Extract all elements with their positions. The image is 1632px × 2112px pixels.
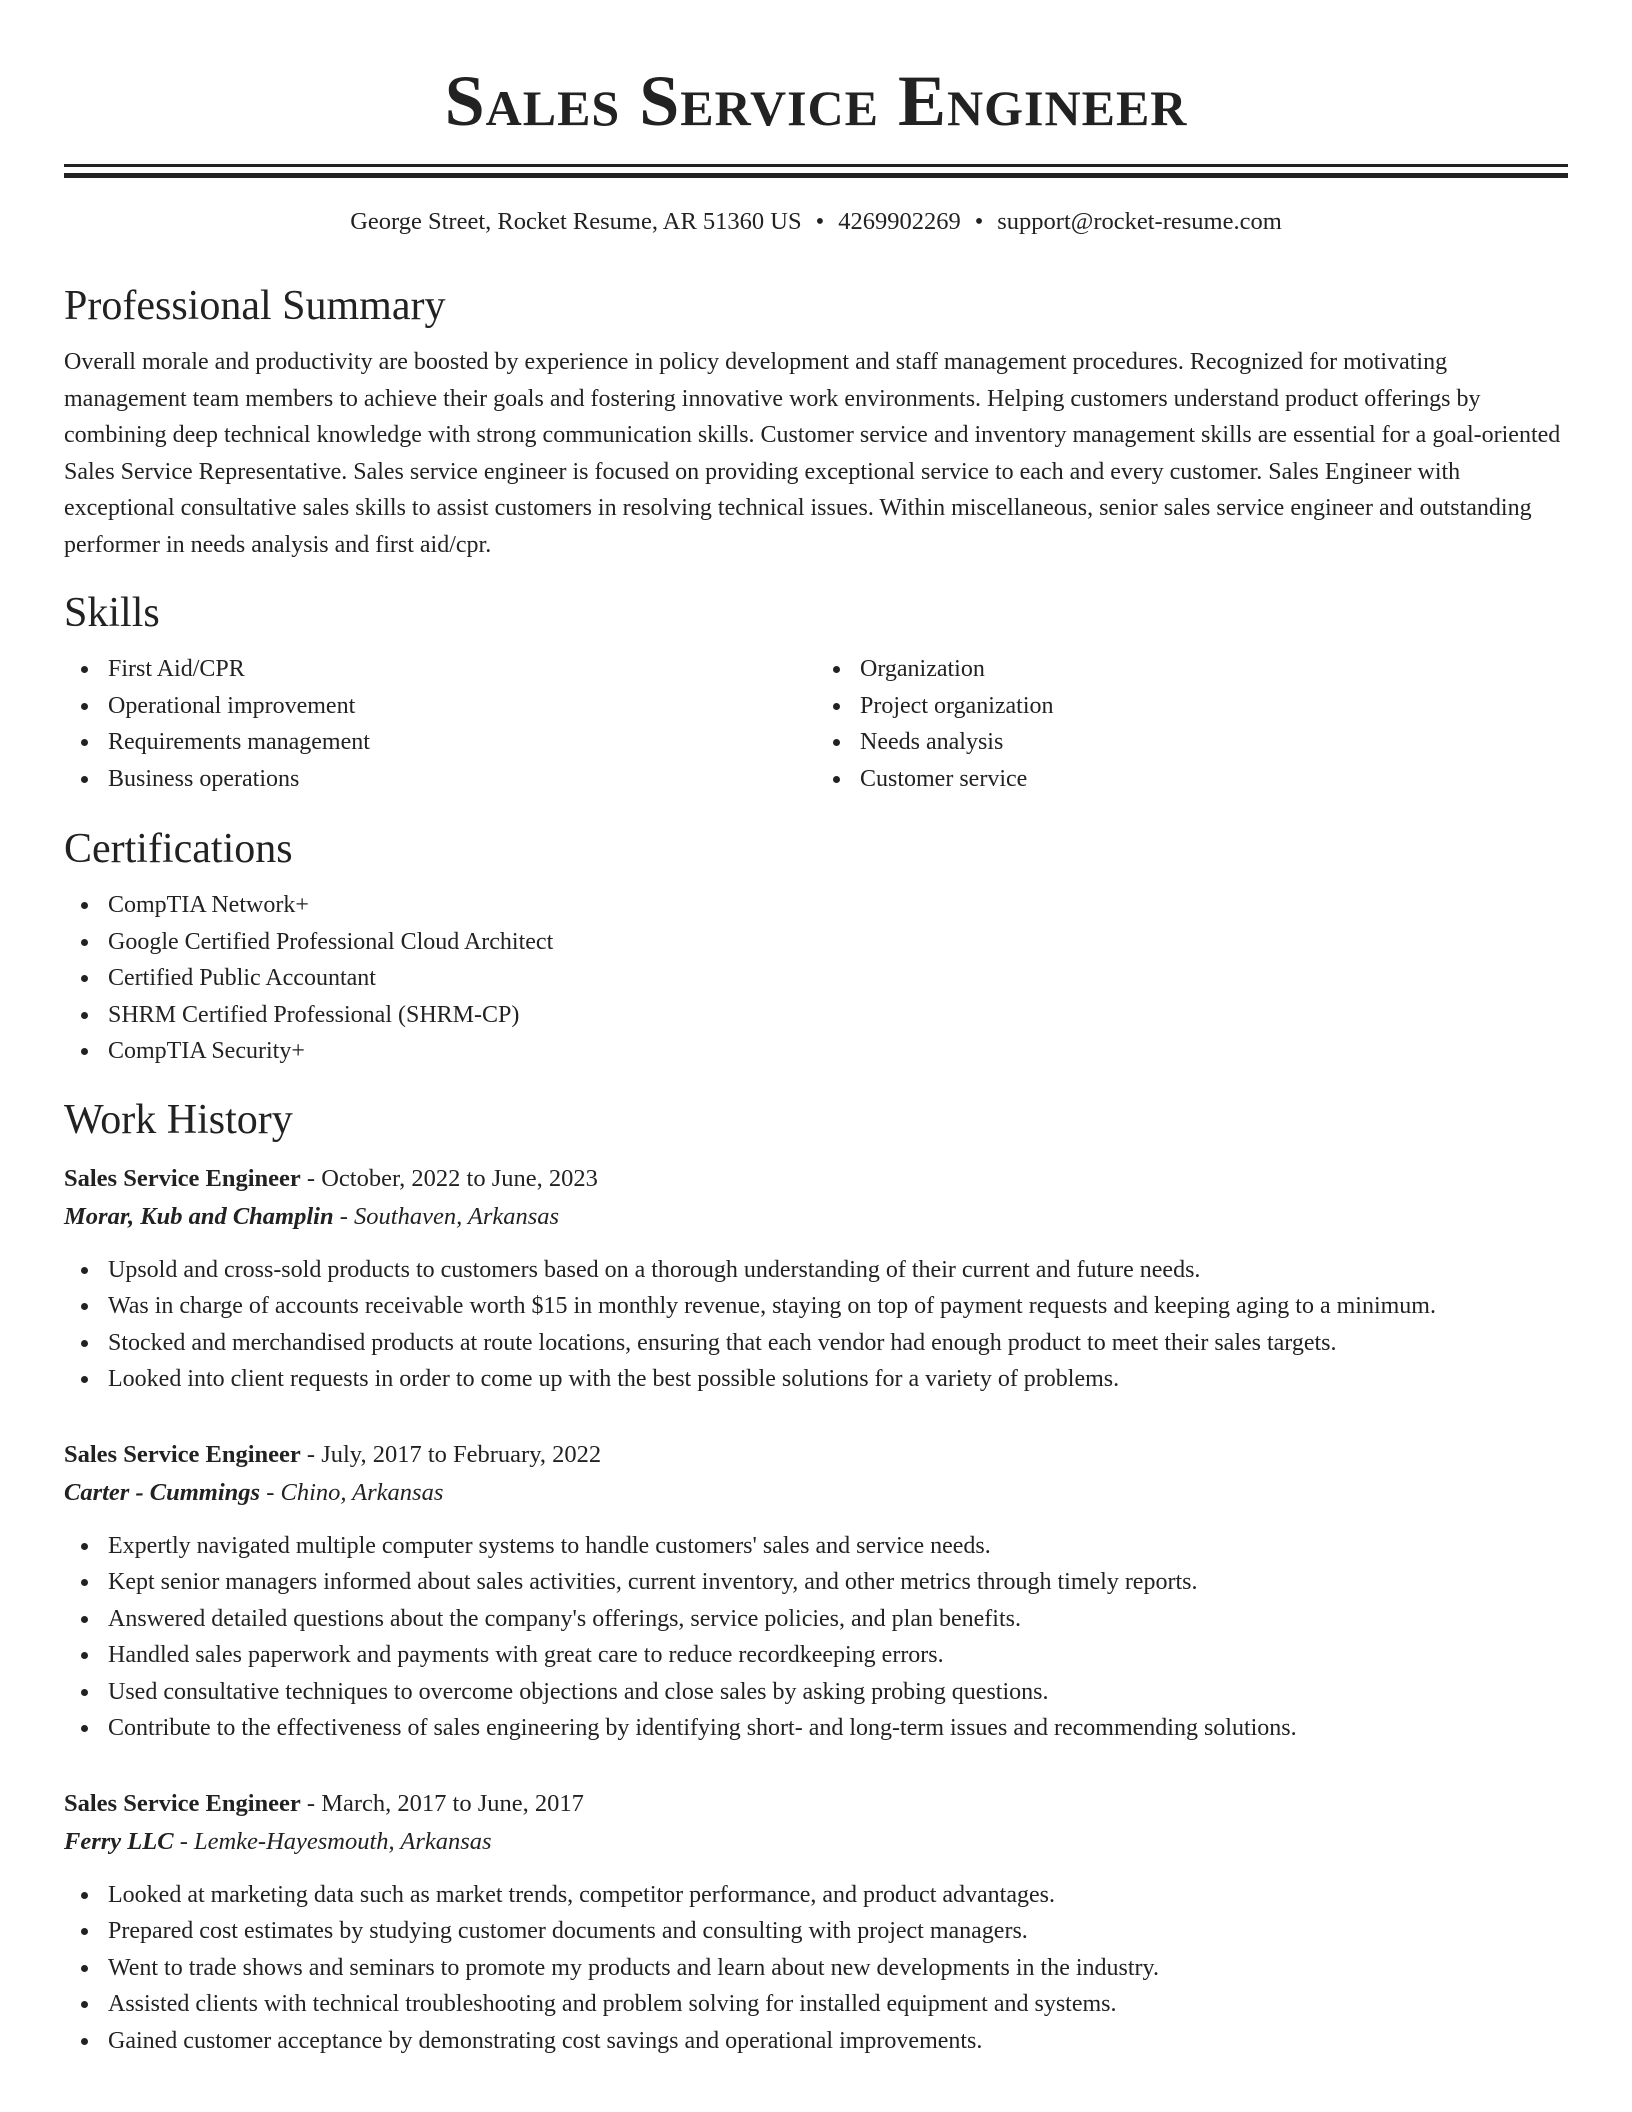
contact-email: support@rocket-resume.com <box>997 208 1282 235</box>
skills-list-right <box>816 651 1568 797</box>
certification-item: CompTIA Network+ <box>64 887 1568 924</box>
skill-item: Organization <box>816 651 1568 688</box>
job-company: Ferry LLC <box>64 1827 174 1855</box>
job-duty: Kept senior managers informed about sales activities, current inventory, and other metrics through timely reports. <box>64 1564 1568 1601</box>
job-company-line <box>64 1474 1568 1512</box>
job-duty: Handled sales paperwork and payments with great care to reduce recordkeeping errors. <box>64 1637 1568 1674</box>
header-divider-thin <box>64 164 1568 167</box>
certification-item: CompTIA Security+ <box>64 1033 1568 1070</box>
skills-heading: Skills <box>64 590 160 636</box>
job-title-line <box>64 1785 1568 1823</box>
job-duty: Looked into client requests in order to come up with the best possible solutions for a variety of problems. <box>64 1361 1568 1398</box>
job-title: Sales Service Engineer <box>64 1164 301 1192</box>
job-company: Carter - Cummings <box>64 1478 261 1506</box>
job-duties-list <box>64 1528 1568 1747</box>
job-duty: Went to trade shows and seminars to promote my products and learn about new developments in the industry. <box>64 1950 1568 1987</box>
job-duty: Looked at marketing data such as market trends, competitor performance, and product advantages. <box>64 1877 1568 1914</box>
job-title: Sales Service Engineer <box>64 1789 301 1817</box>
skills-section <box>64 587 1568 797</box>
job-duty: Used consultative techniques to overcome objections and close sales by asking probing questions. <box>64 1674 1568 1711</box>
job-duty: Was in charge of accounts receivable worth $15 in monthly revenue, staying on top of payment requests and keeping aging to a minimum. <box>64 1288 1568 1325</box>
job-location: - Lemke-Hayesmouth, Arkansas <box>173 1827 492 1855</box>
job-location: - Southaven, Arkansas <box>333 1202 560 1230</box>
skill-item: Business operations <box>64 761 816 798</box>
job-title-line <box>64 1436 1568 1474</box>
certifications-section <box>64 823 1568 1070</box>
job-entry <box>64 1160 1568 1398</box>
job-company-line <box>64 1198 1568 1236</box>
certification-item: SHRM Certified Professional (SHRM-CP) <box>64 997 1568 1034</box>
job-duty: Prepared cost estimates by studying customer documents and consulting with project managers. <box>64 1913 1568 1950</box>
job-duties-list <box>64 1877 1568 2060</box>
certification-item: Certified Public Accountant <box>64 960 1568 997</box>
job-duty: Upsold and cross-sold products to customers based on a thorough understanding of their current and future needs. <box>64 1252 1568 1289</box>
skill-item: Operational improvement <box>64 688 816 725</box>
job-title-line <box>64 1160 1568 1198</box>
contact-line <box>64 204 1568 240</box>
skills-columns <box>64 651 1568 797</box>
skill-item: Customer service <box>816 761 1568 798</box>
job-dates: - October, 2022 to June, 2023 <box>300 1164 598 1192</box>
job-duty: Answered detailed questions about the company's offerings, service policies, and plan benefits. <box>64 1601 1568 1638</box>
contact-address: George Street, Rocket Resume, AR 51360 US <box>350 208 802 235</box>
job-location: - Chino, Arkansas <box>260 1478 444 1506</box>
certifications-list <box>64 887 1568 1070</box>
header-divider-thick <box>64 173 1568 178</box>
certification-item: Google Certified Professional Cloud Architect <box>64 924 1568 961</box>
job-dates: - March, 2017 to June, 2017 <box>300 1789 584 1817</box>
job-entry <box>64 1436 1568 1747</box>
job-duty: Contribute to the effectiveness of sales engineering by identifying short- and long-term issues and recommending solutions. <box>64 1710 1568 1747</box>
skills-list-left <box>64 651 816 797</box>
job-dates: - July, 2017 to February, 2022 <box>300 1440 602 1468</box>
job-entry <box>64 1785 1568 2060</box>
resume-name: Sales Service Engineer <box>444 61 1188 141</box>
job-duty: Stocked and merchandised products at route locations, ensuring that each vendor had enough product to meet their sales targets. <box>64 1325 1568 1362</box>
skill-item: Requirements management <box>64 724 816 761</box>
job-company: Morar, Kub and Champlin <box>64 1202 334 1230</box>
job-company-line <box>64 1823 1568 1861</box>
contact-phone: 4269902269 <box>838 208 961 235</box>
job-duties-list <box>64 1252 1568 1398</box>
certifications-heading: Certifications <box>64 826 293 872</box>
job-duty: Assisted clients with technical troubleshooting and problem solving for installed equipment and systems. <box>64 1986 1568 2023</box>
work-history-section <box>64 1094 1568 2060</box>
skill-item: Project organization <box>816 688 1568 725</box>
summary-section <box>64 280 1568 563</box>
job-title: Sales Service Engineer <box>64 1440 301 1468</box>
job-duty: Gained customer acceptance by demonstrating cost savings and operational improvements. <box>64 2023 1568 2060</box>
skill-item: First Aid/CPR <box>64 651 816 688</box>
summary-heading: Professional Summary <box>64 283 446 329</box>
work-history-heading: Work History <box>64 1096 293 1143</box>
skill-item: Needs analysis <box>816 724 1568 761</box>
contact-separator: • <box>974 208 984 235</box>
contact-separator: • <box>815 208 825 235</box>
job-duty: Expertly navigated multiple computer systems to handle customers' sales and service needs. <box>64 1528 1568 1565</box>
summary-text: Overall morale and productivity are boosted by experience in policy development and staff management procedures. Recognized for motivating management team members to achieve their goals and fostering innovative work environments. Helping customers understand product offerings by combining deep technical knowledge with strong communication skills. Customer service and inventory management skills are essential for a goal-oriented Sales Service Representative. Sales service engineer is focused on providing exceptional service to each and every customer. Sales Engineer with exceptional consultative sales skills to assist customers in resolving technical issues. Within miscellaneous, senior sales service engineer and outstanding performer in needs analysis and first aid/cpr. <box>64 349 1561 558</box>
